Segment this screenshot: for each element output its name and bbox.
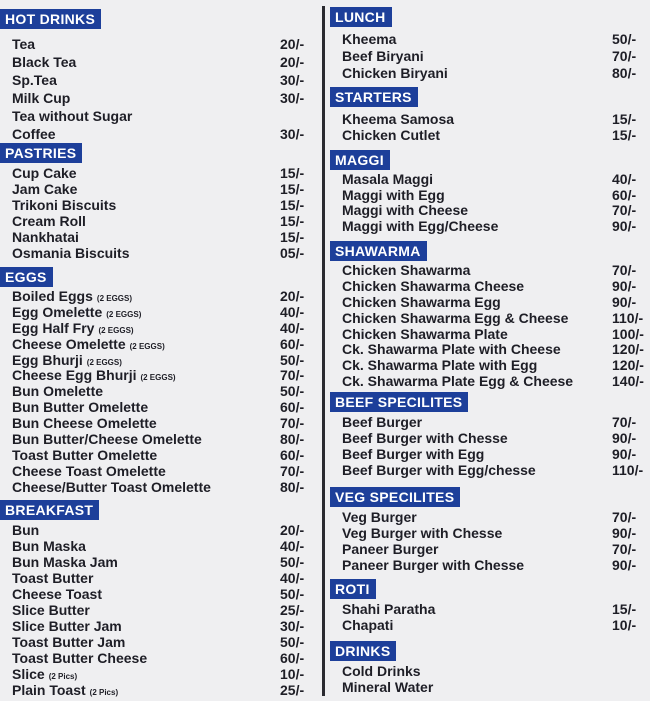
item-name	[342, 679, 433, 695]
item-name-text: Bun Butter/Cheese Omelette	[12, 431, 202, 448]
item-name	[12, 650, 147, 666]
item-name	[342, 358, 537, 374]
item-price: 110/-	[612, 462, 644, 478]
menu-item	[330, 342, 650, 358]
item-note: (2 Pics)	[89, 688, 119, 697]
menu-item	[330, 188, 650, 204]
item-name	[342, 557, 524, 573]
menu-item	[330, 203, 650, 219]
item-name-text: Nankhatai	[12, 229, 79, 245]
menu-item	[0, 107, 318, 125]
item-name	[342, 462, 536, 478]
item-name	[342, 414, 422, 430]
column-divider	[322, 6, 325, 696]
item-name-text: Beef Burger with Egg	[342, 446, 485, 462]
item-name	[342, 31, 396, 48]
item-name	[342, 342, 561, 358]
item-price: 70/-	[612, 414, 637, 430]
item-name-text: Cream Roll	[12, 213, 86, 229]
item-price: 20/-	[280, 522, 305, 538]
menu-item	[330, 617, 650, 633]
item-price: 60/-	[280, 335, 305, 352]
item-name-text: Chicken Shawarma Cheese	[342, 277, 525, 294]
item-name-text: Cheese Toast	[12, 586, 102, 602]
item-price: 15/-	[280, 229, 305, 245]
item-note: (2 EGGS)	[98, 325, 134, 335]
menu-section-beef-specilites	[330, 392, 650, 478]
item-name	[12, 448, 157, 464]
menu-item	[0, 384, 318, 400]
item-price: 140/-	[612, 373, 644, 390]
item-name-text: Beef Burger	[342, 414, 423, 430]
item-name-text: Chicken Shawarma	[342, 262, 471, 278]
item-price: 120/-	[612, 357, 644, 374]
item-price: 90/-	[612, 446, 637, 462]
item-price: 30/-	[280, 90, 305, 106]
item-note: (2 EGGS)	[96, 294, 133, 303]
menu-item	[0, 305, 318, 321]
menu-item-list	[330, 509, 650, 573]
item-name-text: Chicken Shawarma Plate	[342, 325, 508, 342]
item-name	[342, 111, 454, 127]
item-name	[342, 374, 573, 390]
menu-item	[0, 213, 318, 229]
menu-item	[0, 400, 318, 416]
item-name	[12, 165, 77, 181]
menu-item	[330, 219, 650, 235]
item-name	[12, 522, 39, 538]
item-price: 60/-	[280, 399, 305, 416]
menu-item	[0, 432, 318, 448]
menu-section-hot-drinks	[0, 9, 318, 142]
item-price: 50/-	[280, 351, 305, 368]
menu-item	[0, 618, 318, 634]
item-price: 90/-	[612, 217, 637, 234]
item-name-text: Maggi with Egg/Cheese	[342, 217, 499, 234]
menu-item	[0, 650, 318, 666]
menu-item	[0, 125, 318, 143]
menu-item	[0, 229, 318, 245]
item-name-text: Cup Cake	[12, 165, 77, 181]
menu-item	[0, 554, 318, 570]
menu-item	[330, 127, 650, 143]
menu-item	[0, 480, 318, 496]
menu-item	[0, 448, 318, 464]
item-name-text: Cheese Toast Omelette	[12, 462, 166, 479]
menu-item	[330, 311, 650, 327]
menu-item	[0, 368, 318, 384]
menu-section-drinks	[330, 641, 650, 695]
item-note: (2 EGGS)	[140, 373, 176, 383]
menu-item	[330, 358, 650, 374]
menu-item	[0, 53, 318, 71]
item-name-text: Boiled Eggs	[12, 288, 93, 304]
item-name-text: Beef Biryani	[342, 48, 424, 64]
item-price: 60/-	[612, 186, 637, 203]
item-name-text: Maggi with Egg	[342, 186, 445, 203]
item-name-text: Beef Burger with Chesse	[342, 430, 508, 446]
item-name-text: Trikoni Biscuits	[12, 197, 117, 213]
item-name-text: Cheese/Butter Toast Omelette	[12, 478, 211, 495]
menu-item	[330, 111, 650, 127]
item-name-text: Bun Omelette	[12, 383, 104, 400]
item-price: 30/-	[280, 72, 305, 88]
item-name	[12, 682, 118, 701]
item-name-text: Cheese Egg Bhurji	[12, 367, 137, 384]
item-name-text: Egg Omelette	[12, 303, 103, 320]
item-name	[12, 245, 130, 261]
item-name-text: Bun	[12, 522, 40, 538]
item-name	[12, 538, 86, 554]
menu-item	[330, 263, 650, 279]
item-price: 90/-	[612, 277, 637, 294]
menu-item	[0, 245, 318, 261]
item-price: 15/-	[280, 213, 305, 229]
menu-item	[330, 541, 650, 557]
item-name-text: Bun Butter Omelette	[12, 399, 149, 416]
menu-item-list	[0, 522, 318, 698]
menu-item	[330, 557, 650, 573]
section-header: HOT DRINKS	[0, 9, 101, 29]
item-name	[12, 400, 148, 416]
item-name-text: Masala Maggi	[342, 171, 434, 187]
item-name-text: Tea without Sugar	[12, 108, 133, 124]
section-header: BEEF SPECILITES	[330, 392, 468, 412]
menu-section-pastries	[0, 143, 318, 261]
item-price: 80/-	[612, 65, 637, 81]
item-price: 50/-	[612, 31, 637, 47]
item-name-text: Milk Cup	[12, 90, 71, 106]
menu-item	[0, 197, 318, 213]
item-name	[12, 634, 125, 650]
item-name-text: Toast Butter Omelette	[12, 446, 158, 463]
item-price: 20/-	[280, 36, 305, 52]
item-name-text: Toast Butter Cheese	[12, 650, 148, 666]
item-price: 60/-	[280, 650, 305, 666]
menu-item	[0, 337, 318, 353]
item-name	[12, 384, 103, 400]
item-price: 20/-	[280, 288, 305, 304]
menu-item-list	[330, 172, 650, 234]
item-name	[342, 295, 501, 311]
item-price: 15/-	[280, 165, 305, 181]
item-price: 70/-	[612, 541, 637, 557]
item-name-text: Plain Toast	[12, 682, 86, 698]
menu-item	[0, 181, 318, 197]
item-name	[342, 311, 568, 327]
item-name-text: Toast Butter	[12, 570, 94, 586]
item-name-text: Chicken Biryani	[342, 65, 448, 81]
item-name	[12, 71, 57, 89]
item-name-text: Ck. Shawarma Plate with Egg	[342, 357, 538, 374]
item-name	[342, 263, 470, 279]
item-price: 70/-	[612, 262, 637, 278]
item-name-text: Slice Butter Jam	[12, 618, 122, 634]
section-header: SHAWARMA	[330, 241, 427, 261]
item-name-text: Chicken Shawarma Egg & Cheese	[342, 309, 569, 326]
item-price: 60/-	[280, 446, 305, 463]
item-name	[342, 127, 440, 143]
item-name-text: Cheese Omelette	[12, 335, 126, 352]
menu-item-list	[330, 111, 650, 143]
item-price: 15/-	[612, 601, 637, 617]
menu-item	[330, 663, 650, 679]
item-name-text: Shahi Paratha	[342, 601, 436, 617]
item-name	[12, 125, 56, 143]
item-name-text: Tea	[12, 36, 36, 52]
item-name-text: Paneer Burger with Chesse	[342, 557, 525, 573]
item-price: 80/-	[280, 478, 305, 495]
item-name	[342, 430, 508, 446]
item-price: 40/-	[280, 570, 305, 586]
item-price: 70/-	[280, 415, 305, 432]
item-name	[342, 188, 445, 204]
item-name-text: Toast Butter Jam	[12, 634, 126, 650]
item-name-text: Cold Drinks	[342, 663, 421, 679]
menu-item	[330, 327, 650, 343]
item-name	[342, 327, 508, 343]
item-name-text: Slice Butter	[12, 602, 90, 618]
item-name-text: Ck. Shawarma Plate with Cheese	[342, 341, 561, 358]
item-price: 25/-	[280, 602, 305, 618]
section-header: DRINKS	[330, 641, 396, 661]
item-price: 05/-	[280, 245, 305, 261]
item-name	[12, 35, 35, 53]
item-name	[12, 197, 116, 213]
item-price: 70/-	[612, 509, 637, 525]
menu-item	[330, 31, 650, 48]
item-name	[12, 480, 211, 496]
item-price: 70/-	[280, 462, 305, 479]
item-price: 30/-	[280, 126, 305, 142]
item-name-text: Chicken Cutlet	[342, 127, 441, 143]
menu-item-list	[330, 601, 650, 633]
item-name-text: Kheema Samosa	[342, 111, 455, 127]
item-price: 50/-	[280, 634, 305, 650]
item-name	[342, 219, 498, 235]
menu-section-roti	[330, 579, 650, 633]
item-name	[12, 618, 122, 634]
menu-item	[0, 602, 318, 618]
item-name	[342, 203, 468, 219]
item-price: 100/-	[612, 325, 644, 342]
item-price: 15/-	[612, 127, 637, 143]
menu-item	[330, 65, 650, 82]
item-name	[12, 602, 90, 618]
item-price: 90/-	[612, 293, 637, 310]
item-name	[12, 53, 76, 71]
item-price: 20/-	[280, 54, 305, 70]
section-header: ROTI	[330, 579, 376, 599]
menu-item	[0, 165, 318, 181]
item-name-text: Black Tea	[12, 54, 77, 70]
menu-item	[0, 570, 318, 586]
item-name-text: Bun Maska Jam	[12, 554, 118, 570]
menu-item	[0, 321, 318, 337]
menu-section-eggs	[0, 267, 318, 495]
item-price: 50/-	[280, 586, 305, 602]
menu-item	[0, 464, 318, 480]
item-name-text: Maggi with Cheese	[342, 202, 469, 218]
item-name	[342, 446, 484, 462]
section-header: VEG SPECILITES	[330, 487, 460, 507]
item-price: 40/-	[280, 319, 305, 336]
item-name-text: Egg Bhurji	[12, 351, 83, 368]
item-name	[342, 509, 417, 525]
section-header: BREAKFAST	[0, 500, 99, 520]
menu-item	[330, 48, 650, 65]
item-price: 50/-	[280, 383, 305, 400]
item-name-text: Sp.Tea	[12, 72, 57, 88]
item-price: 70/-	[612, 48, 637, 64]
item-price: 15/-	[280, 197, 305, 213]
menu-item	[330, 679, 650, 695]
item-name	[12, 213, 86, 229]
menu-item-list	[330, 414, 650, 478]
item-name	[342, 617, 393, 633]
section-header: MAGGI	[330, 150, 390, 170]
menu-item	[0, 666, 318, 682]
item-price: 40/-	[280, 303, 305, 320]
item-name	[12, 416, 157, 432]
item-price: 10/-	[612, 617, 637, 633]
item-name	[12, 107, 132, 125]
menu-item-list	[0, 165, 318, 261]
menu-item	[330, 374, 650, 390]
menu-item	[0, 682, 318, 698]
menu-item	[0, 416, 318, 432]
menu-item	[330, 414, 650, 430]
menu-item	[330, 446, 650, 462]
menu-item-list	[0, 35, 318, 143]
menu-item	[330, 172, 650, 188]
menu-section-maggi	[330, 150, 650, 234]
item-name-text: Veg Burger with Chesse	[342, 525, 503, 541]
item-price: 90/-	[612, 525, 637, 541]
item-name	[12, 89, 70, 107]
menu-item	[0, 289, 318, 305]
item-name-text: Veg Burger	[342, 509, 417, 525]
section-header: PASTRIES	[0, 143, 82, 163]
item-name-text: Kheema	[342, 31, 397, 47]
item-name	[342, 172, 433, 188]
item-name	[342, 48, 424, 65]
menu-item	[0, 353, 318, 369]
menu-item	[330, 295, 650, 311]
item-name	[342, 525, 502, 541]
section-header: STARTERS	[330, 87, 418, 107]
item-name	[12, 570, 93, 586]
item-price: 90/-	[612, 557, 637, 573]
item-name	[12, 464, 166, 480]
menu-section-lunch	[330, 7, 650, 81]
item-name	[342, 541, 438, 557]
item-price: 10/-	[280, 666, 305, 682]
item-price: 40/-	[280, 538, 305, 554]
item-name	[342, 279, 524, 295]
item-name	[12, 181, 77, 197]
menu-item	[0, 586, 318, 602]
item-price: 15/-	[612, 111, 637, 127]
menu-item	[330, 462, 650, 478]
item-name-text: Egg Half Fry	[12, 319, 95, 336]
item-note: (2 EGGS)	[86, 357, 122, 367]
item-name	[342, 663, 421, 679]
item-name-text: Slice	[12, 666, 45, 682]
menu-item	[330, 279, 650, 295]
item-name-text: Mineral Water	[342, 679, 434, 695]
item-name	[342, 601, 435, 617]
item-price: 50/-	[280, 554, 305, 570]
item-note: (2 EGGS)	[106, 309, 142, 319]
item-price: 120/-	[612, 341, 644, 358]
item-name-text: Bun Cheese Omelette	[12, 415, 157, 432]
item-name-text: Beef Burger with Egg/chesse	[342, 462, 536, 478]
menu-item	[0, 71, 318, 89]
item-name-text: Ck. Shawarma Plate Egg & Cheese	[342, 373, 574, 390]
item-name	[12, 586, 102, 602]
menu-item	[330, 601, 650, 617]
item-note: (2 EGGS)	[129, 341, 165, 351]
item-price: 110/-	[612, 309, 644, 326]
menu-item	[330, 525, 650, 541]
item-price: 70/-	[612, 202, 637, 218]
item-note: (2 Pics)	[48, 672, 78, 681]
menu-item	[0, 522, 318, 538]
menu-item	[0, 89, 318, 107]
item-price: 90/-	[612, 430, 637, 446]
menu-item	[330, 509, 650, 525]
item-name-text: Chicken Shawarma Egg	[342, 293, 501, 310]
item-name-text: Coffee	[12, 126, 56, 142]
item-name-text: Osmania Biscuits	[12, 245, 130, 261]
menu-section-veg-specilites	[330, 487, 650, 573]
menu-item-list	[330, 31, 650, 82]
item-price: 70/-	[280, 367, 305, 384]
item-price: 40/-	[612, 171, 637, 187]
item-price: 80/-	[280, 431, 305, 448]
item-price: 15/-	[280, 181, 305, 197]
menu-item	[330, 430, 650, 446]
menu-item	[0, 538, 318, 554]
menu-item-list	[330, 263, 650, 390]
item-name	[342, 65, 448, 82]
menu-item	[0, 634, 318, 650]
menu-section-starters	[330, 87, 650, 143]
item-name	[12, 554, 118, 570]
item-name-text: Chapati	[342, 617, 394, 633]
section-header: LUNCH	[330, 7, 392, 27]
menu-section-breakfast	[0, 500, 318, 698]
menu-section-shawarma	[330, 241, 650, 390]
menu-item-list	[330, 663, 650, 695]
item-name	[12, 229, 79, 245]
item-price: 30/-	[280, 618, 305, 634]
item-price: 25/-	[280, 682, 305, 698]
item-name	[12, 432, 202, 448]
menu-item	[0, 35, 318, 53]
section-header: EGGS	[0, 267, 53, 287]
menu-item-list	[0, 289, 318, 496]
item-name-text: Paneer Burger	[342, 541, 439, 557]
item-name-text: Jam Cake	[12, 181, 78, 197]
item-name-text: Bun Maska	[12, 538, 86, 554]
